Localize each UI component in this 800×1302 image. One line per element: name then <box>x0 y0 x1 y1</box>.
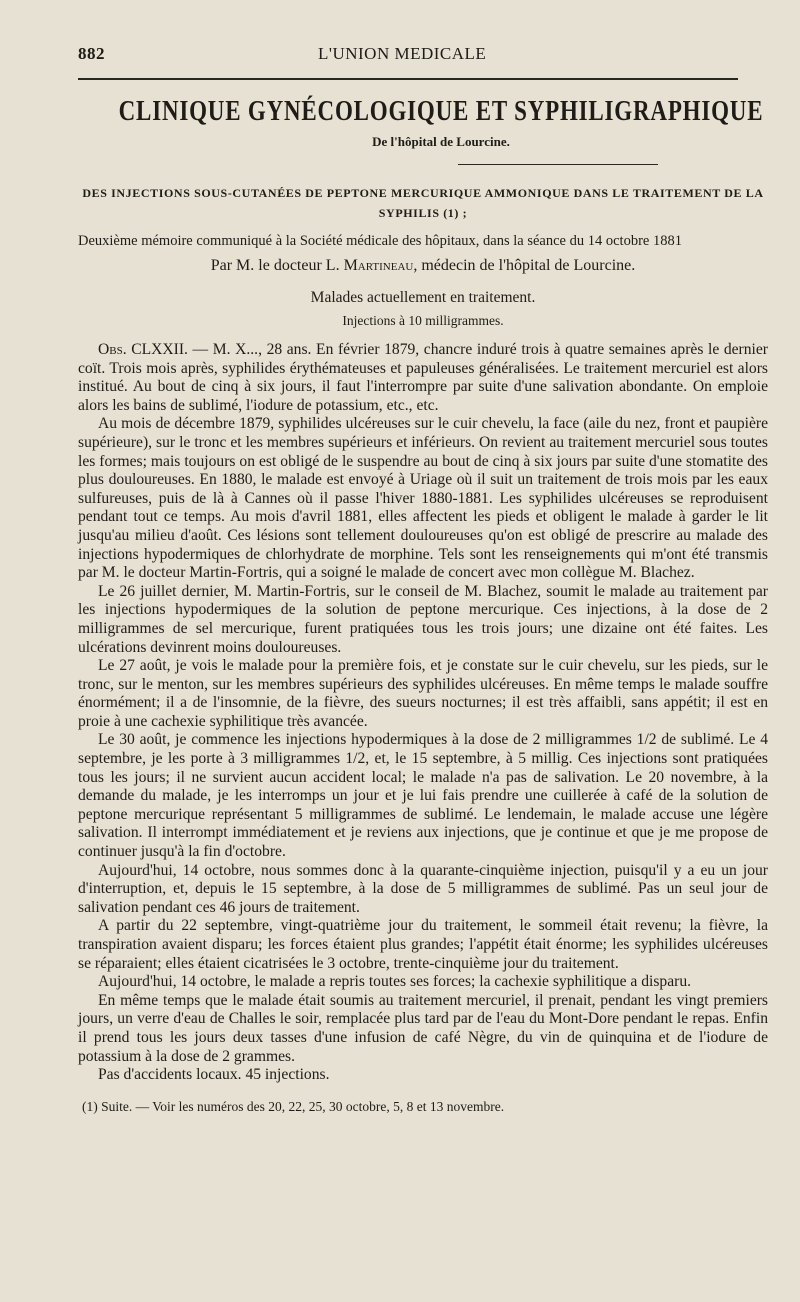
footnote: (1) Suite. — Voir les numéros des 20, 22, 25, 30 octobre, 5, 8 et 13 novembre. <box>82 1098 505 1114</box>
section-rule <box>458 164 658 165</box>
journal-title: L'UNION MEDICALE <box>318 44 487 63</box>
paragraph-text: — M. X..., 28 ans. En février 1879, chancre induré trois à quatre semaines après le dernier coït. Trois mois après, syphilides érythémateuses et papuleuses généralisées. Le traitement mercuriel est alors institué. Au bout de cinq à six jours, il faut l'interrompre par suite d'une salivation abondante. On emploie alors les bains de sublimé, l'iodure de potassium, etc., etc. <box>78 341 768 414</box>
paragraph-4: Le 27 août, je vois le malade pour la première fois, et je constate sur le cuir chevelu, sur les pieds, sur le tronc, sur le menton, sur les membres supérieurs des syphilides ulcéreuses. En même temps le malade souffre énormément; il a de l'insomnie, de la fièvre, des sueurs nocturnes; il est très affaibli, sans appétit; il est en proie à une cachexie syphilitique très avancée. <box>78 657 768 730</box>
running-head <box>78 44 768 64</box>
article-title: DES INJECTIONS SOUS-CUTANÉES DE PEPTONE MERCURIQUE AMMONIQUE DANS LE TRAITEMENT DE LA SYPHILIS (1) ; <box>82 186 764 220</box>
paragraph-2: Au mois de décembre 1879, syphilides ulcéreuses sur le cuir chevelu, la face (aile du nez, front et paupière supérieure), sur le tronc et les membres supérieurs et inférieurs. On revient au traitement mercuriel sous toutes les formes; mais toujours on est obligé de le suspendre au bout de cinq à six jours par suite d'une stomatite des plus douloureuses. En 1880, le malade est envoyé à Uriage où il suit un traitement de trois mois par les eaux sulfureuses, puis de là à Cannes où il passe l'hiver 1880-1881. Les syphilides ulcéreuses se reproduisent pendant tout ce temps. Au mois d'avril 1881, elles affectent les pieds et obligent le malade à garder le lit jusqu'au milieu d'août. Ces lésions sont tellement douloureuses qu'on est obligé de prescrire au malade des injections hypodermiques de chlorhydrate de morphine. Tels sont les renseignements qui m'ont été transmis par M. le docteur Martin-Fortris, qui a soigné le malade de concert avec mon collègue M. Blachez. <box>78 415 768 582</box>
dose-heading: Injections à 10 milligrammes. <box>342 313 504 328</box>
page-number: 882 <box>78 44 105 63</box>
paragraph-5: Le 30 août, je commence les injections hypodermiques à la dose de 2 milligrammes 1/2 de sublimé. Le 4 septembre, je les porte à 3 milligrammes 1/2, et, le 15 septembre, à 5 millig. Ces injections sont pratiquées tous les jours; il ne survient aucun accident local; le malade n'a pas de salivation. Le 20 novembre, à la demande du malade, je les interromps un jour et je lui fais prendre une cuillerée à café de la solution de peptone mercurique représentant 5 milligrammes de sublimé. Le lendemain, le malade accuse une légère salivation. Il interrompt immédiatement et je reviens aux injections, que je continue et que je me propose de continuer jusqu'à la fin d'octobre. <box>78 731 768 861</box>
paragraph-7: A partir du 22 septembre, vingt-quatrième jour du traitement, le sommeil était revenu; la fièvre, la transpiration avaient disparu; les forces étaient plus grandes; l'appétit était énorme; les syphilides ulcéreuses se réparaient; elles étaient cicatrisées le 3 octobre, trente-cinquième jour du traitement. <box>78 917 768 972</box>
author-name: Martineau <box>343 257 414 274</box>
paragraph-10: Pas d'accidents locaux. 45 injections. <box>98 1066 330 1084</box>
memoir-line: Deuxième mémoire communiqué à la Société médicale des hôpitaux, dans la séance du 14 octobre 1881 <box>78 233 682 249</box>
section-title: CLINIQUE GYNÉCOLOGIQUE ET SYPHILIGRAPHIQUE <box>118 94 764 126</box>
header-rule <box>78 78 738 80</box>
section-subtitle: De l'hôpital de Lourcine. <box>372 134 510 149</box>
paragraph-3: Le 26 juillet dernier, M. Martin-Fortris, sur le conseil de M. Blachez, soumit le malade au traitement par les injections hypodermiques de la solution de peptone mercurique. Ces injections, à la dose de 2 milligrammes de sel mercurique, furent pratiquées tous les trois jours; une dizaine ont été faites. Les ulcérations devinrent moins douloureuses. <box>78 582 768 656</box>
paragraph-6: Aujourd'hui, 14 octobre, nous sommes donc à la quarante-cinquième injection, puisqu'il y a eu un jour d'interruption, et, depuis le 15 septembre, à la dose de 5 milligrammes de sublimé. Pas un seul jour de salivation pendant ces 46 jours de traitement. <box>78 861 768 916</box>
paragraph-1 <box>78 341 768 415</box>
status-heading: Malades actuellement en traitement. <box>310 289 536 306</box>
author-line <box>78 255 768 277</box>
observation-label: Obs. CLXXII. <box>98 341 188 358</box>
paragraph-9: En même temps que le malade était soumis au traitement mercuriel, il prenait, pendant les vingt premiers jours, un verre d'eau de Challes le soir, remplacée plus tard par de l'eau du Mont-Dore pendant le repas. Enfin il prend tous les jours deux tasses d'une infusion de café Nègre, du vin de quinquina et de l'iodure de potassium à la dose de 2 grammes. <box>78 991 768 1065</box>
author-suffix: , médecin de l'hôpital de Lourcine. <box>413 257 636 274</box>
author-prefix: Par M. le docteur L. <box>210 257 344 274</box>
article-body <box>78 341 768 1085</box>
paragraph-8: Aujourd'hui, 14 octobre, le malade a repris toutes ses forces; la cachexie syphilitique a disparu. <box>98 973 692 991</box>
